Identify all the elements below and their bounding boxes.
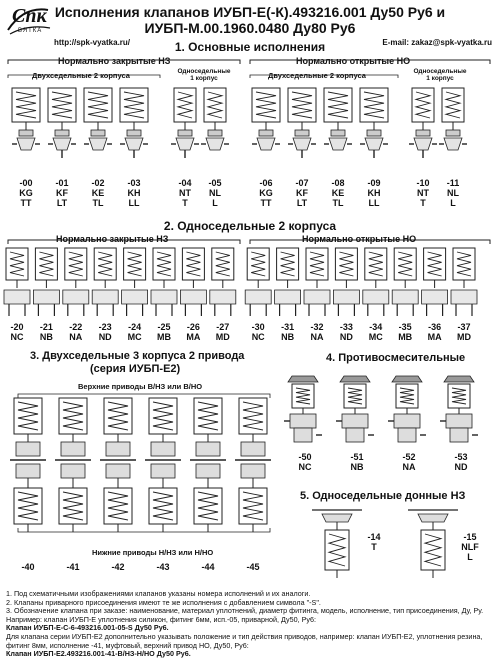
- valve-label--33-line-0: -33: [339, 322, 353, 332]
- valve-label--08-line-1: KE: [331, 188, 345, 198]
- valve-label--11-line-1: NL: [447, 188, 459, 198]
- valve-label--53-line-0: -53: [454, 452, 468, 462]
- valve-label--37-line-1: MD: [457, 332, 471, 342]
- valve-label--21-line-1: NB: [39, 332, 53, 342]
- valve-label--32-line-0: -32: [310, 322, 324, 332]
- valve-label--10-line-1: NT: [417, 188, 429, 198]
- valve-label--32-line-1: NA: [310, 332, 324, 342]
- valve-label--06-line-0: -06: [259, 178, 273, 188]
- valve-label--04-line-2: T: [182, 198, 188, 208]
- valve-label--10-line-0: -10: [416, 178, 430, 188]
- note-4: Для клапана серии ИУБП-Е2 дополнительно указывать положение и тип действия приводов, например: клапан ИУБП-Е2, уплотнения резина, фитинг 8мм, исполнение -41, муфтовый, верхний привод НО, Ду50, Ру6:: [6, 631, 483, 650]
- valve-label--31-line-0: -31: [281, 322, 295, 332]
- valve-label--06-line-1: KG: [259, 188, 273, 198]
- section2-nz-label: Нормально закрытые НЗ: [56, 234, 169, 244]
- valve-label--04-line-1: NT: [179, 188, 191, 198]
- valve-label--03-line-0: -03: [127, 178, 141, 188]
- valve-label--14: [356, 532, 392, 552]
- valve-label--04-line-0: -04: [178, 178, 192, 188]
- valve-label--22-line-0: -22: [69, 322, 83, 332]
- valve-label--11-line-2: L: [450, 198, 456, 208]
- note-3-example: Клапан ИУБП-Е-С-6-493216.001-05-S Ду50 Ру6.: [6, 623, 169, 633]
- page-title-line1: Исполнения клапанов ИУБП-Е(-К).493216.001 Ду50 Ру6 и: [54, 4, 446, 20]
- section1-no-single-label: Односедельные 1 корпус: [413, 68, 467, 82]
- valve-label--02-line-1: KE: [91, 188, 105, 198]
- valve-label--15: [452, 532, 488, 562]
- valve-label--15-line-2: L: [467, 552, 473, 562]
- valve-label--01-line-0: -01: [55, 178, 69, 188]
- valve-label--27-line-1: MD: [215, 332, 230, 342]
- valve-label--35-line-1: MB: [398, 332, 413, 342]
- note-2: 2. Клапаны приварного присоединения имеют те же исполнения с добавлением символа "-S".: [6, 597, 321, 607]
- section5-title: 5. Односедельные донные НЗ: [300, 490, 466, 502]
- valve-label--25-line-1: MB: [157, 332, 171, 342]
- section2-title: 2. Односедельные 2 корпуса: [163, 219, 337, 233]
- section1-nz-label: Нормально закрытые НЗ: [58, 56, 171, 66]
- note-1: 1. Под схематичными изображениями клапанов указаны номера исполнений и их аналоги.: [6, 589, 311, 598]
- valve-label--01-line-2: LT: [56, 198, 68, 208]
- valve-label--37-line-0: -37: [457, 322, 471, 332]
- valve-label--43-line-0: -43: [156, 562, 170, 572]
- valve-label--21-line-0: -21: [39, 322, 53, 332]
- valve-label--01-line-1: KF: [56, 188, 68, 198]
- valve-label--53-line-1: ND: [454, 462, 468, 472]
- valve-label--42-line-0: -42: [111, 562, 125, 572]
- section3-title-line2: (серия ИУБП-Е2): [90, 363, 181, 375]
- section1-nz-double-label: Двухседельные 2 корпуса: [32, 71, 130, 80]
- valve-label--10-line-2: T: [420, 198, 426, 208]
- valve-label--02-line-2: TL: [92, 198, 104, 208]
- valve-label--50-line-0: -50: [298, 452, 312, 462]
- valve-label--05-line-2: L: [212, 198, 218, 208]
- valve-label--33-line-1: ND: [339, 332, 353, 342]
- valve-label--15-line-1: NLF: [461, 542, 479, 552]
- section3-top-label: Верхние приводы В/НЗ или В/НО: [78, 382, 203, 391]
- valve-label--05-line-0: -05: [208, 178, 222, 188]
- valve-label--23-line-1: ND: [98, 332, 112, 342]
- page-title-line2: ИУБП-М.00.1960.0480 Ду80 Ру6: [144, 20, 356, 36]
- valve-label--00-line-0: -00: [19, 178, 33, 188]
- valve-label--00-line-2: TT: [20, 198, 32, 208]
- valve-label--52-line-0: -52: [402, 452, 416, 462]
- logo-subtext: ВЯТКА: [18, 28, 43, 34]
- valve-label--06-line-2: TT: [260, 198, 272, 208]
- valve-label--09-line-0: -09: [367, 178, 381, 188]
- valve-label--02-line-0: -02: [91, 178, 105, 188]
- valve-label--08-line-2: TL: [332, 198, 344, 208]
- section4-title: 4. Противосмесительные: [326, 352, 466, 364]
- valve-label--26-line-0: -26: [186, 322, 200, 332]
- valve-label--41-line-0: -41: [66, 562, 80, 572]
- valve-label--07-line-1: KF: [296, 188, 308, 198]
- valve-label--30-line-0: -30: [251, 322, 265, 332]
- website-link[interactable]: http://spk-vyatka.ru/: [54, 38, 131, 47]
- section3-bottom-label: Нижние приводы Н/НЗ или Н/НО: [92, 548, 214, 557]
- valve-label--51-line-1: NB: [350, 462, 364, 472]
- valve-label--27-line-0: -27: [216, 322, 230, 332]
- logo-text: Спк: [12, 5, 47, 27]
- valve-label--07-line-2: LT: [296, 198, 308, 208]
- valve-drawing--14: [312, 510, 362, 578]
- valve-label--09-line-2: LL: [368, 198, 380, 208]
- valve-label--25-line-0: -25: [157, 322, 171, 332]
- valve-label--15-line-0: -15: [463, 532, 477, 542]
- valve-label--05-line-1: NL: [209, 188, 221, 198]
- notes-block: [6, 590, 494, 659]
- section1-no-double-label: Двухседельные 2 корпуса: [268, 71, 366, 80]
- valve-label--52-line-1: NA: [402, 462, 416, 472]
- valve-label--44-line-0: -44: [201, 562, 215, 572]
- valve-label--45-line-0: -45: [246, 562, 260, 572]
- valve-label--31-line-1: NB: [281, 332, 295, 342]
- valve-label--34-line-1: MC: [368, 332, 383, 342]
- valve-label--34-line-0: -34: [369, 322, 383, 332]
- valve-label--08-line-0: -08: [331, 178, 345, 188]
- valve-label--20-line-0: -20: [10, 322, 24, 332]
- valve-label--36-line-1: MA: [427, 332, 442, 342]
- section3-title-line1: 3. Двухседельные 3 корпуса 2 привода: [30, 350, 245, 362]
- valve-label--14-line-0: -14: [367, 532, 381, 542]
- valve-label--03-line-1: KH: [127, 188, 141, 198]
- valve-label--20-line-1: NC: [10, 332, 24, 342]
- valve-label--11-line-0: -11: [446, 178, 460, 188]
- section1-nz-single-label: Односедельные 1 корпус: [177, 68, 231, 82]
- valve-label--30-line-1: NC: [251, 332, 265, 342]
- valve-label--24-line-0: -24: [128, 322, 142, 332]
- valve-label--40-line-0: -40: [21, 562, 35, 572]
- valve-label--00-line-1: KG: [19, 188, 33, 198]
- valve-label--35-line-0: -35: [398, 322, 412, 332]
- valve-label--26-line-1: MA: [186, 332, 201, 342]
- valve-label--24-line-1: MC: [127, 332, 142, 342]
- valve-label--07-line-0: -07: [295, 178, 309, 188]
- valve-label--22-line-1: NA: [69, 332, 83, 342]
- email-link[interactable]: E-mail: zakaz@spk-vyatka.ru: [382, 38, 492, 47]
- section1-title: 1. Основные исполнения: [174, 40, 326, 54]
- valve-label--51-line-0: -51: [350, 452, 364, 462]
- section2-no-label: Нормально открытые НО: [302, 234, 417, 244]
- note-3: 3. Обозначение клапана при заказе: наименование, материал уплотнений, диаметр фитинга, модель, исполнение, тип присоединения, Ду, Ру. Например: клапан ИУБП-Е уплотнения силикон, фитинг 6мм, исп.-05, приварной, Ду50, Ру6:: [6, 606, 484, 624]
- valve-label--23-line-0: -23: [98, 322, 112, 332]
- valve-label--36-line-0: -36: [428, 322, 442, 332]
- note-4-example: Клапан ИУБП-Е2.493216.001-41-В/НЗ-Н/НО Ду50 Ру6.: [6, 649, 191, 659]
- section1-no-label: Нормально открытые НО: [296, 56, 411, 66]
- valve-label--03-line-2: LL: [128, 198, 140, 208]
- valve-drawing--15: [408, 510, 458, 578]
- valve-label--09-line-1: KH: [367, 188, 381, 198]
- valve-label--14-line-1: T: [371, 542, 377, 552]
- valve-label--50-line-1: NC: [298, 462, 312, 472]
